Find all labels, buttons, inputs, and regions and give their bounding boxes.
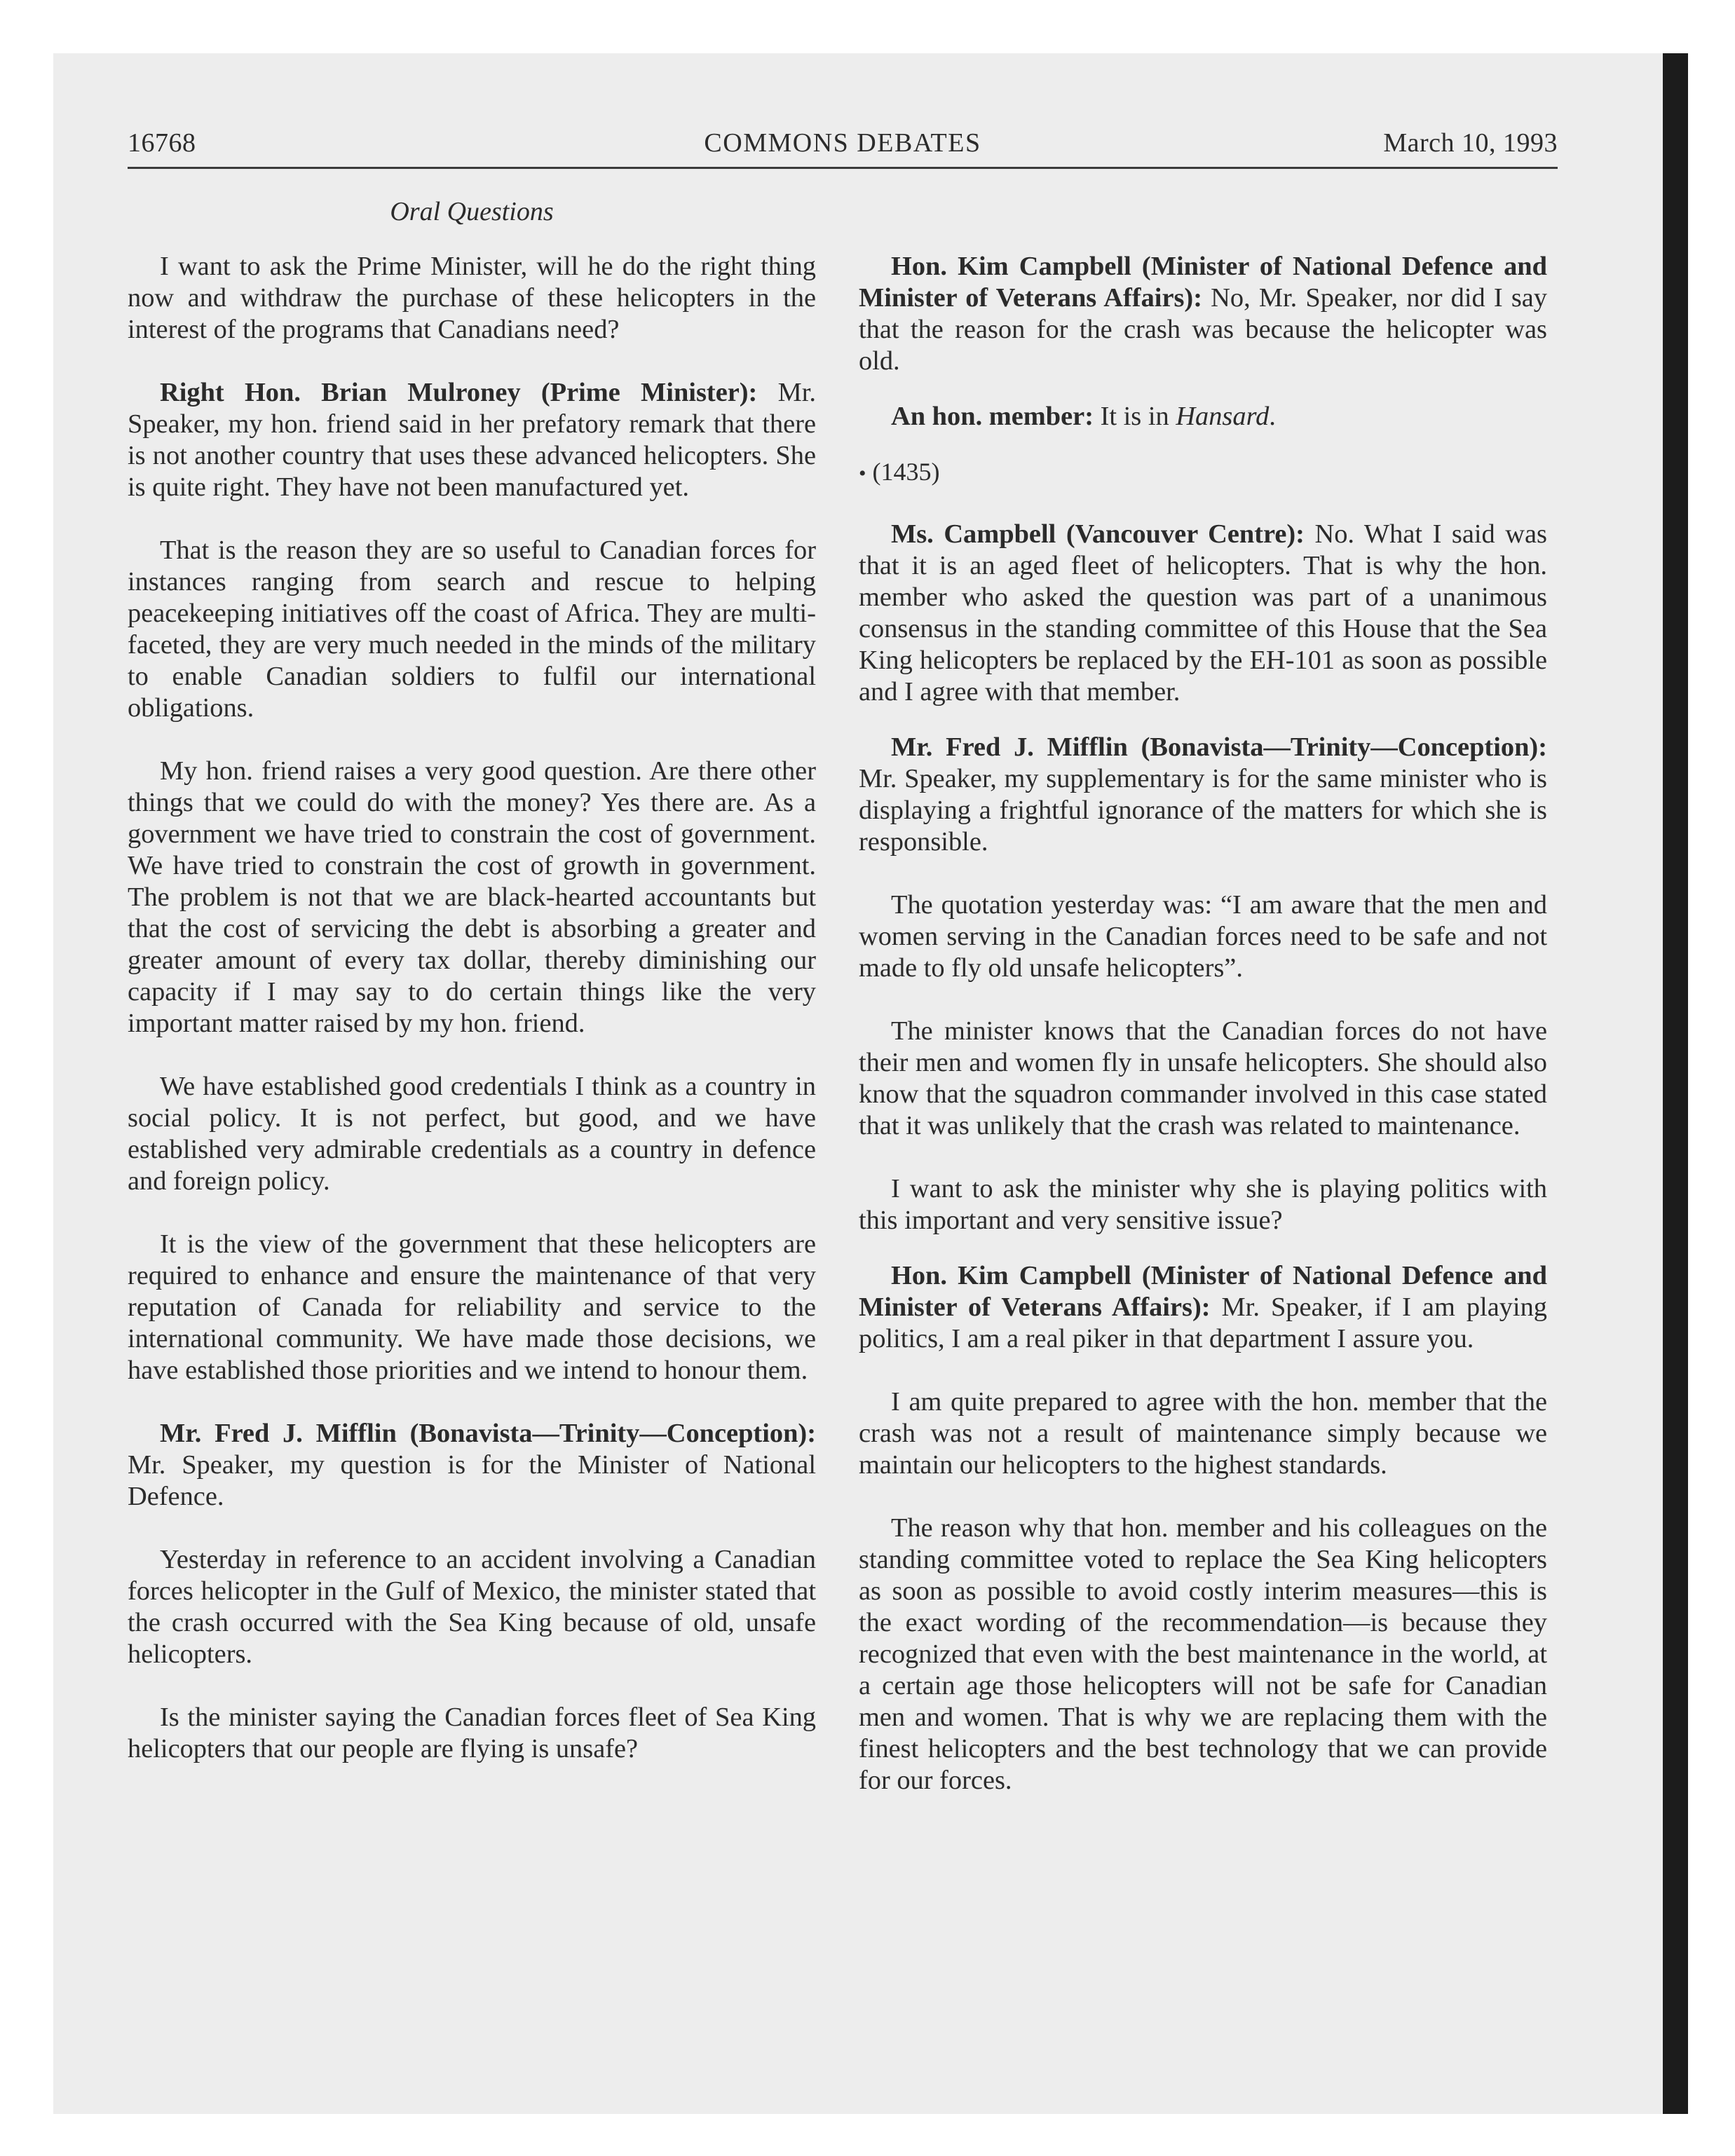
- paragraph-text: Is the minister saying the Canadian forces fleet of Sea King helicopters that our people are flying is unsafe?: [128, 1703, 816, 1763]
- page-number: 16768: [128, 128, 196, 158]
- speaker-name: Right Hon. Brian Mulroney (Prime Minister):: [160, 378, 758, 407]
- paragraph-text: My hon. friend raises a very good question. Are there other things that we could do with the money? Yes there are. As a government we have tried to constrain the cost of government. We have tried to constrain the cost of growth in government. The problem is not that we are black-hearted accountants but that the cost of servicing the debt is absorbing a greater and greater amount of every tax dollar, thereby diminishing our capacity if I may say to do certain things like the very important matter raised by my hon. friend.: [128, 756, 816, 1038]
- bullet-icon: •: [859, 462, 866, 485]
- paragraph-text: The quotation yesterday was: “I am aware that the men and women serving in the Canadian forces need to be safe and not made to fly old unsafe helicopters”.: [859, 890, 1547, 983]
- paragraph-text: .: [1269, 402, 1276, 431]
- paragraph: [859, 732, 1547, 858]
- paragraph: [859, 1260, 1547, 1355]
- journal-title: COMMONS DEBATES: [704, 128, 981, 158]
- paragraph: [128, 535, 816, 724]
- left-column: [128, 251, 816, 1796]
- paragraph-text: I am quite prepared to agree with the hon. member that the crash was not a result of maintenance simply because we maintain our helicopters to the highest standards.: [859, 1387, 1547, 1480]
- paragraph: [128, 756, 816, 1039]
- paragraph: [128, 1702, 816, 1765]
- paragraph: [128, 377, 816, 503]
- paragraph: [859, 519, 1547, 708]
- section-label: Oral Questions: [390, 197, 554, 226]
- paragraph: [859, 1513, 1547, 1796]
- time-stamp: (1435): [872, 458, 940, 486]
- paragraph: [859, 1173, 1547, 1236]
- paragraph-text: The minister knows that the Canadian forces do not have their men and women fly in unsafe helicopters. She should also know that the squadron commander involved in this case stated that it was unlikely that the crash was related to maintenance.: [859, 1016, 1547, 1140]
- speaker-name: Hon. Kim Campbell (Minister of National Defence and Minister of Veterans Affairs):: [859, 252, 1547, 313]
- paragraph: [859, 1016, 1547, 1142]
- issue-date: March 10, 1993: [1383, 128, 1558, 158]
- paragraph: [128, 1418, 816, 1513]
- paragraph-text: It is in: [1100, 402, 1176, 431]
- page-header: [128, 128, 1558, 165]
- speaker-name: An hon. member:: [891, 402, 1094, 431]
- paragraph: [128, 251, 816, 346]
- paragraph-text: Mr. Speaker, my hon. friend said in her prefatory remark that there is not another country that uses these advanced helicopters. She is quite right. They have not been manufactured yet.: [128, 378, 816, 502]
- paragraph-text: I want to ask the Prime Minister, will he do the right thing now and withdraw the purchase of these helicopters in the interest of the programs that Canadians need?: [128, 252, 816, 344]
- paragraph-text: No. What I said was that it is an aged fleet of helicopters. That is why the hon. member who asked the question was part of a unanimous consensus in the standing committee of this House that the Sea King helicopters be replaced by the EH-101 as soon as possible and I agree with that member.: [859, 519, 1548, 707]
- paragraph-text: Yesterday in reference to an accident involving a Canadian forces helicopter in the Gulf of Mexico, the minister stated that the crash occurred with the Sea King because of old, unsafe helicopters.: [128, 1545, 816, 1669]
- paragraph-text: Mr. Speaker, my supplementary is for the same minister who is displaying a frightful ignorance of the matters for which she is responsible.: [859, 764, 1547, 857]
- speaker-name: Ms. Campbell (Vancouver Centre):: [891, 519, 1305, 549]
- paragraph: [128, 1544, 816, 1670]
- paragraph-text: I want to ask the minister why she is playing politics with this important and very sensitive issue?: [859, 1174, 1547, 1235]
- speaker-name: Mr. Fred J. Mifflin (Bonavista—Trinity—Conception):: [891, 732, 1547, 762]
- scan-edge-shadow: [1663, 53, 1688, 2114]
- paragraph-text: It is the view of the government that these helicopters are required to enhance and ensure the maintenance of that very reputation of Canada for reliability and service to the international community. We have made those decisions, we have established those priorities and we intend to honour them.: [128, 1229, 816, 1385]
- paragraph: [128, 1229, 816, 1386]
- paragraph-text: That is the reason they are so useful to Canadian forces for instances ranging from search and rescue to helping peacekeeping initiatives off the coast of Africa. They are multi-faceted, they are very much needed in the minds of the military to enable Canadian soldiers to fulfil our international obligations.: [128, 535, 816, 723]
- hansard-reference: Hansard: [1176, 402, 1270, 431]
- speaker-name: Mr. Fred J. Mifflin (Bonavista—Trinity—Conception):: [160, 1419, 816, 1448]
- speaker-name: Hon. Kim Campbell (Minister of National Defence and Minister of Veterans Affairs):: [859, 1261, 1547, 1322]
- paragraph-text: We have established good credentials I think as a country in social policy. It is not perfect, but good, and we have established very admirable credentials as a country in defence and foreign policy.: [128, 1072, 816, 1196]
- paragraph: [859, 251, 1547, 377]
- paragraph-text: No, Mr. Speaker, nor did I say that the reason for the crash was because the helicopter was old.: [859, 283, 1547, 376]
- paragraph: [859, 401, 1547, 432]
- right-column: [859, 251, 1547, 1828]
- paragraph-text: Mr. Speaker, if I am playing politics, I am a real piker in that department I assure you.: [859, 1292, 1547, 1353]
- paragraph-text: Mr. Speaker, my question is for the Minister of National Defence.: [128, 1450, 816, 1511]
- paragraph: [859, 889, 1547, 984]
- time-marker: [859, 456, 1547, 489]
- header-rule: [128, 167, 1558, 169]
- paragraph-text: The reason why that hon. member and his colleagues on the standing committee voted to replace the Sea King helicopters as soon as possible to avoid costly interim measures—this is the exact wording of the recommendation—is because they recognized that even with the best maintenance in the world, at a certain age those helicopters will not be safe for Canadian men and women. That is why we are replacing them with the finest helicopters and the best technology that we can provide for our forces.: [859, 1513, 1547, 1795]
- paragraph: [128, 1071, 816, 1197]
- paragraph: [859, 1386, 1547, 1481]
